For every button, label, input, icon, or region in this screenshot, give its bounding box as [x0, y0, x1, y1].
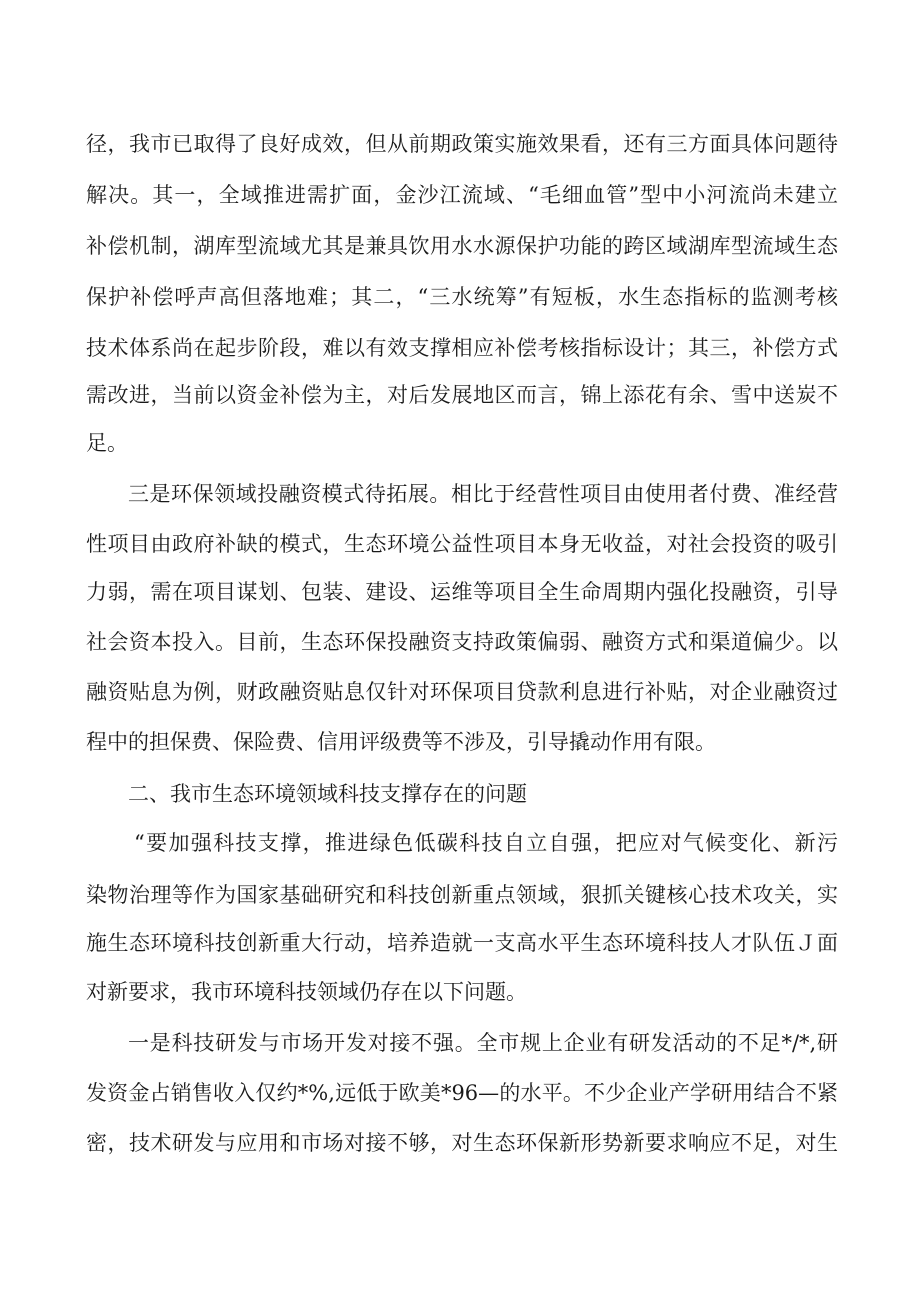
text-line: 对新要求，我市环境科技领域仍存在以下问题。 — [86, 980, 527, 1004]
text-line: 发资金占销售收入仅约*%,远低于欧美*96—的水平。不少企业产学研用结合不紧 — [86, 1081, 838, 1105]
text-line: 密，技术研发与应用和市场对接不够，对生态环保新形势新要求响应不足，对生 — [86, 1131, 838, 1155]
text-line: 染物治理等作为国家基础研究和科技创新重点领域，狠抓关键核心技术攻关，实 — [86, 883, 838, 907]
text-line: 性项目由政府补缺的模式，生态环境公益性项目本身无收益，对社会投资的吸引 — [86, 532, 838, 556]
text-line: 融资贴息为例，财政融资贴息仅针对环保项目贷款利息进行补贴，对企业融资过 — [86, 680, 838, 704]
text-line: 补偿机制，湖库型流域尤其是兼具饮用水水源保护功能的跨区域湖库型流域生态 — [86, 234, 838, 258]
text-line: 施生态环境科技创新重大行动，培养造就一支高水平生态环境科技人才队伍Ｊ面 — [86, 931, 838, 955]
text-line: 径，我市已取得了良好成效，但从前期政策实施效果看，还有三方面具体问题待 — [86, 132, 838, 156]
text-line: 社会资本投入。目前，生态环保投融资支持政策偏弱、融资方式和渠道偏少。以 — [86, 630, 838, 654]
text-line: 需改进，当前以资金补偿为主，对后发展地区而言，锦上添花有余、雪中送炭不 — [86, 383, 838, 407]
text-line: 保护补偿呼声高但落地难；其二，“三水统筹”有短板，水生态指标的监测考核 — [86, 285, 838, 309]
section-heading: 二、我市生态环境领域科技支撑存在的问题 — [128, 782, 527, 806]
text-line: 一是科技研发与市场开发对接不强。全市规上企业有研发活动的不足*/*,研 — [128, 1031, 838, 1055]
text-line: 三是环保领域投融资模式待拓展。相比于经营性项目由使用者付费、准经营 — [128, 482, 838, 506]
text-line: 解决。其一，全域推进需扩面，金沙江流域、“毛细血管”型中小河流尚未建立 — [86, 183, 838, 207]
text-line: “要加强科技支撑，推进绿色低碳科技自立自强，把应对气候变化、新污 — [134, 831, 838, 855]
text-line: 程中的担保费、保险费、信用评级费等不涉及，引导撬动作用有限。 — [86, 730, 716, 754]
text-line: 力弱，需在项目谋划、包装、建设、运维等项目全生命周期内强化投融资，引导 — [86, 580, 838, 604]
text-line: 足。 — [86, 431, 128, 455]
text-line: 技术体系尚在起步阶段，难以有效支撑相应补偿考核指标设计；其三，补偿方式 — [86, 336, 838, 360]
